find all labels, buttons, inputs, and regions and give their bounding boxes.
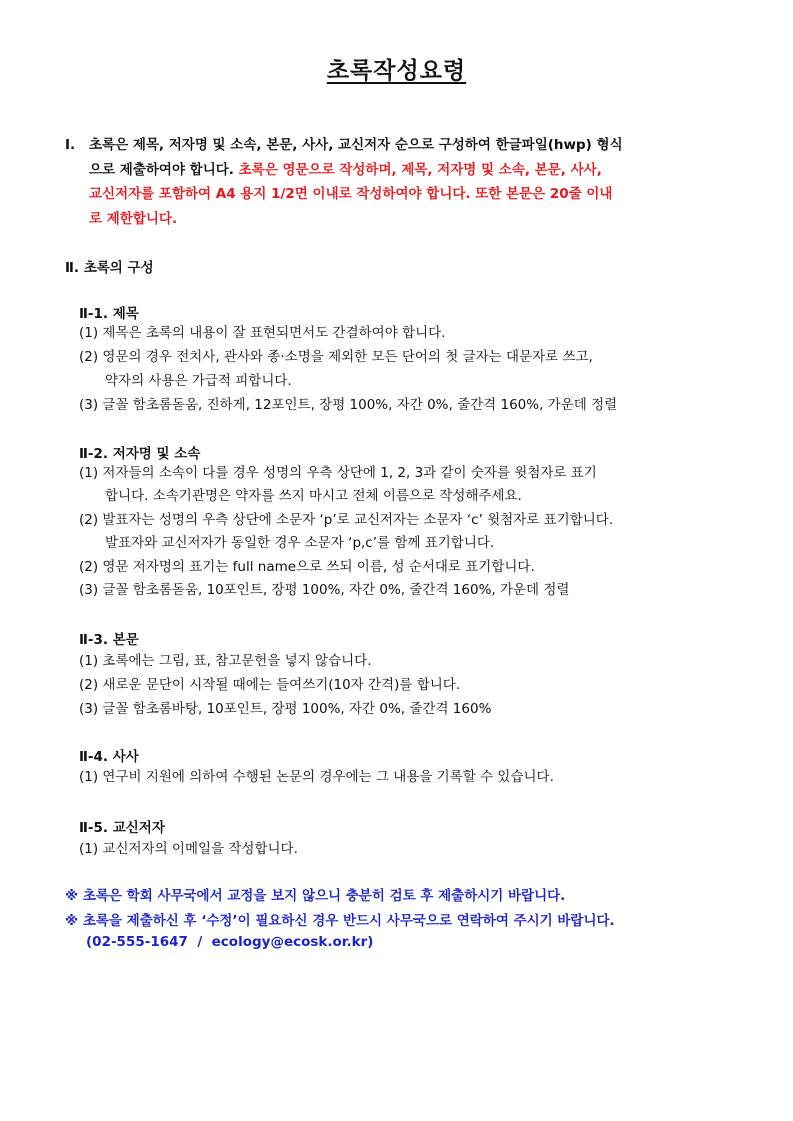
subsection-heading-body: Ⅱ-3. 본문 bbox=[79, 632, 139, 648]
list-item: (3) 글꼴 함초롬돋움, 10포인트, 장평 100%, 자간 0%, 줄간격 160%, 가운데 정렬 bbox=[79, 582, 570, 598]
section-heading: Ⅱ. 초록의 구성 bbox=[65, 260, 154, 276]
subsection-heading-title: Ⅱ-1. 제목 bbox=[79, 306, 139, 322]
intro-line-1: Ⅰ. 초록은 제목, 저자명 및 소속, 본문, 사사, 교신저자 순으로 구성하여 한글파일(hwp) 형식 bbox=[65, 133, 695, 158]
list-item: (3) 글꼴 함초롬바탕, 10포인트, 장평 100%, 자간 0%, 줄간격 160% bbox=[79, 701, 492, 717]
list-item: (2) 발표자는 성명의 우측 상단에 소문자 ‘p’로 교신저자는 소문자 ‘c’ 윗첨자로 표기합니다. 발표자와 교신저자가 동일한 경우 소문자 ‘p,c’를 함께 표기합니다. bbox=[79, 512, 614, 551]
subsection-heading-acknowledgment: Ⅱ-4. 사사 bbox=[79, 749, 139, 765]
list-item: (1) 제목은 초록의 내용이 잘 표현되면서도 간결하여야 합니다. bbox=[79, 325, 446, 341]
list-item: (3) 글꼴 함초롬돋움, 진하게, 12포인트, 장평 100%, 자간 0%, 줄간격 160%, 가운데 정렬 bbox=[79, 397, 618, 413]
intro-line-2: 으로 제출하여야 합니다. 초록은 영문으로 작성하며, 제목, 저자명 및 소속, 본문, 사사, bbox=[89, 161, 602, 178]
intro-line-3: 교신저자를 포함하여 A4 용지 1/2면 이내로 작성하여야 합니다. 또한 본문은 20줄 이내 bbox=[89, 186, 613, 202]
list-item: (1) 초록에는 그림, 표, 참고문헌을 넣지 않습니다. bbox=[79, 653, 372, 669]
notice-line: ※ 초록을 제출하신 후 ‘수정’이 필요하신 경우 반드시 사무국으로 연락하여 주시기 바랍니다. bbox=[65, 913, 615, 929]
notice-line: ※ 초록은 학회 사무국에서 교정을 보지 않으니 충분히 검토 후 제출하시기 바랍니다. bbox=[65, 888, 566, 904]
page-title: 초록작성요령 bbox=[326, 58, 467, 84]
list-item: (1) 연구비 지원에 의하여 수행된 논문의 경우에는 그 내용을 기록할 수 있습니다. bbox=[79, 769, 554, 785]
red-emphasis: 초록은 영문으로 작성하며, 제목, 저자명 및 소속, 본문, 사사, bbox=[238, 161, 602, 178]
intro-paragraph bbox=[65, 133, 695, 231]
intro-number: Ⅰ. bbox=[65, 137, 76, 153]
list-item: (1) 저자들의 소속이 다를 경우 성명의 우측 상단에 1, 2, 3과 같이 숫자를 윗첨자로 표기 합니다. 소속기관명은 약자를 쓰지 마시고 전체 이름으로 작성해주세요. bbox=[79, 465, 597, 504]
contact-info: (02-555-1647 / ecology@ecosk.or.kr) bbox=[86, 934, 374, 950]
list-item: (2) 영문 저자명의 표기는 full name으로 쓰되 이름, 성 순서대로 표기합니다. bbox=[79, 559, 535, 575]
subsection-heading-corresponding: Ⅱ-5. 교신저자 bbox=[79, 820, 165, 836]
list-item: (1) 교신저자의 이메일을 작성합니다. bbox=[79, 841, 298, 857]
list-item: (2) 영문의 경우 전치사, 관사와 종·소명을 제외한 모든 단어의 첫 글자는 대문자로 쓰고, 약자의 사용은 가급적 피합니다. bbox=[79, 349, 593, 389]
intro-line-4: 로 제한합니다. bbox=[89, 210, 178, 227]
subsection-heading-author: Ⅱ-2. 저자명 및 소속 bbox=[79, 446, 201, 462]
list-item: (2) 새로운 문단이 시작될 때에는 들여쓰기(10자 간격)를 합니다. bbox=[79, 677, 461, 693]
